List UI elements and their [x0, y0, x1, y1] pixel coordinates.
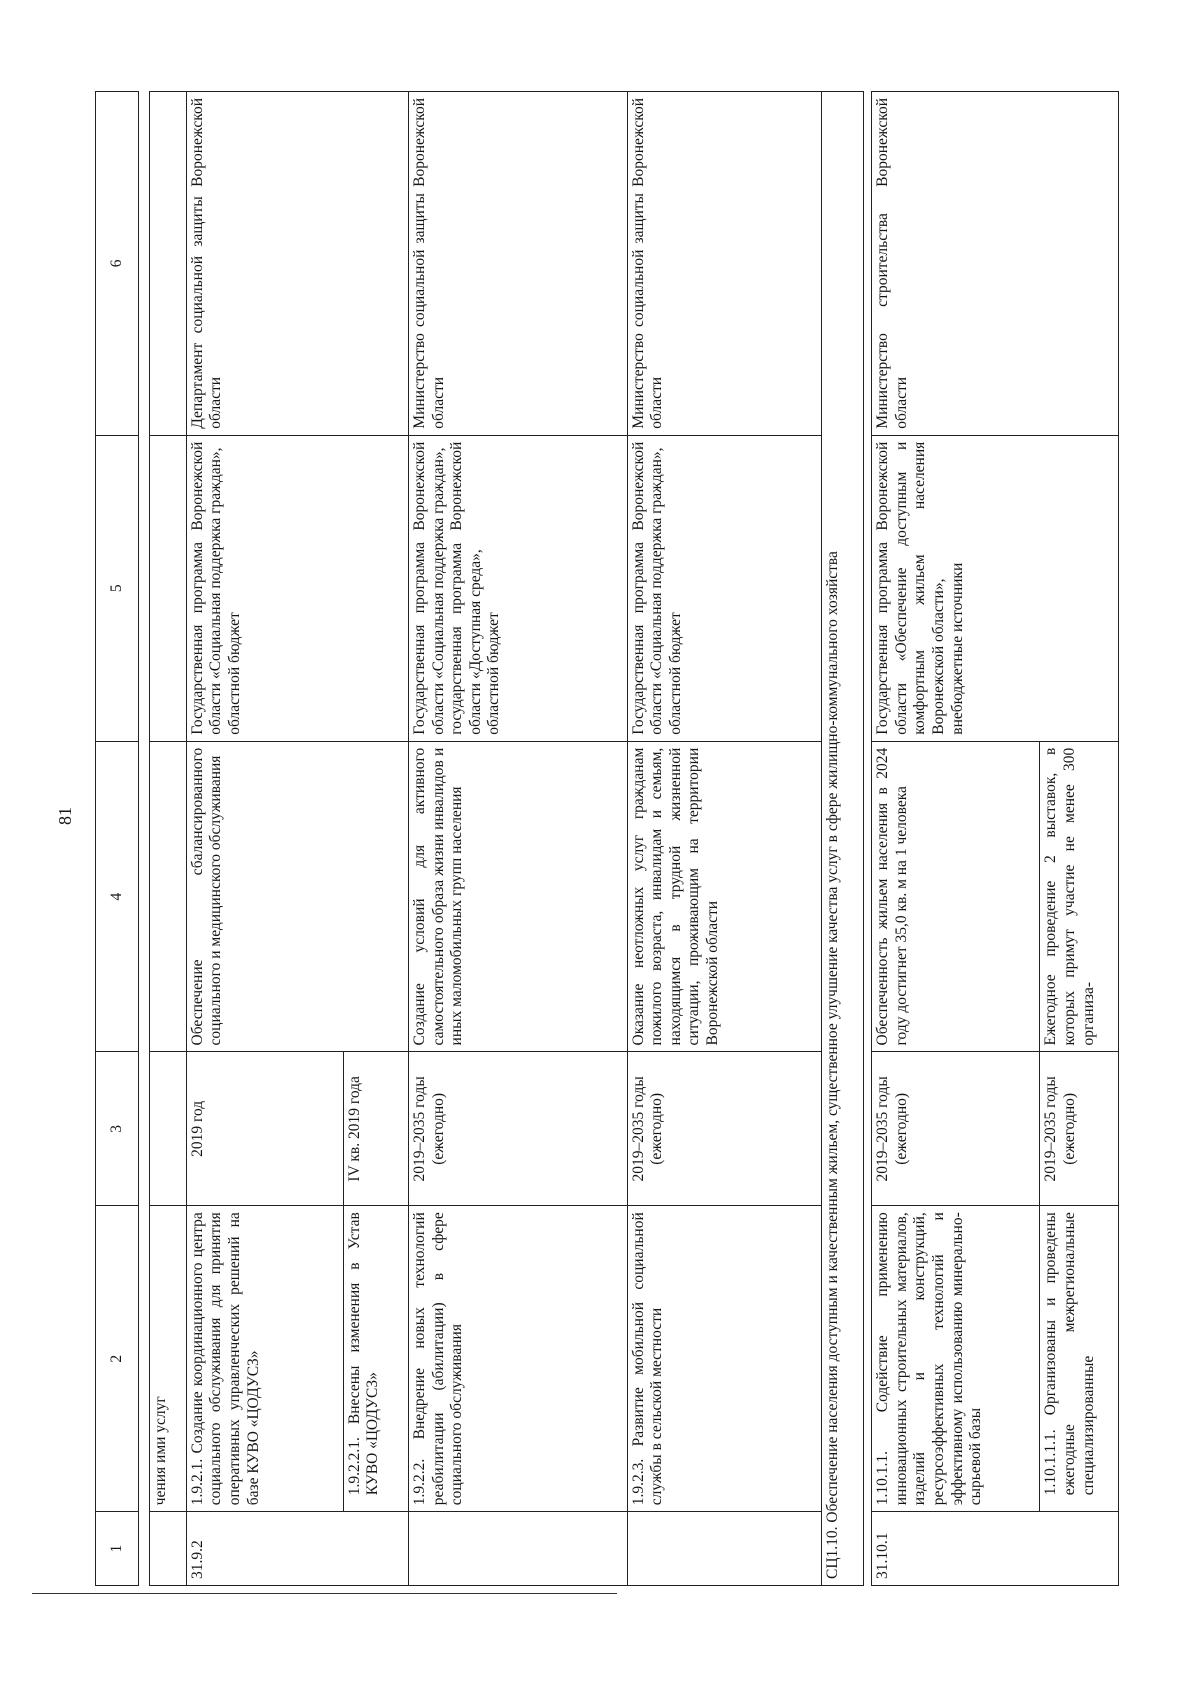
source-cell — [408, 435, 627, 741]
result-cell: Обеспеченность жильем населения в 2024 году достигнет 35,0 кв. м на 1 человека — [872, 741, 1040, 1052]
code-cell — [627, 1512, 821, 1586]
period-cell: 2019–2035 годы (ежегодно) — [627, 1052, 821, 1206]
source-cell — [627, 435, 821, 741]
rotated-table-container — [95, 91, 1119, 1586]
gap-row — [864, 92, 872, 1586]
table-row — [408, 92, 627, 1586]
table-row — [872, 92, 1040, 1586]
source-line: областной бюджет — [485, 612, 503, 735]
source-line: Государственная программа Воронежской области «Социальная поддержка граждан», — [410, 441, 447, 735]
event-cell: 1.9.2.3. Развитие мобильной социальной службы в сельской местности — [627, 1206, 821, 1512]
empty-cell — [149, 435, 186, 741]
code-cell — [149, 1512, 186, 1586]
event-cell: 1.10.1.1. Содействие применению инновационных строительных материалов, изделий и конструкций, ресурсоэффективных технологий и эффективному использованию минерально-сырьевой базы — [872, 1206, 1040, 1512]
source-cell — [872, 435, 1119, 741]
gap-row — [138, 92, 149, 1586]
header-cell: 3 — [96, 1052, 139, 1206]
plan-table — [95, 91, 1119, 1586]
result-cell: Оказание неотложных услуг гражданам пожилого возраста, инвалидам и семьям, находящимся в трудной жизненной ситуации, проживающим на территории Воронежской области — [627, 741, 821, 1052]
period-cell: IV кв. 2019 года — [343, 1052, 408, 1206]
continuation-cell: чения ими услуг — [149, 1206, 186, 1512]
period-cell: 2019–2035 годы (ежегодно) — [872, 1052, 1040, 1206]
source-line: Государственная программа Воронежской области «Социальная поддержка граждан», — [188, 441, 225, 735]
source-line: государственная программа Воронежской области «Доступная среда», — [448, 441, 484, 735]
period-cell: 2019 год — [186, 1052, 343, 1206]
result-cell: Обеспечение сбалансированного социального и медицинского обслуживания — [186, 741, 408, 1052]
header-row — [96, 92, 139, 1586]
result-cell: Ежегодное проведение 2 выставок, в которых примут участие не менее 300 организа- — [1040, 741, 1119, 1052]
code-cell: 31.9.2 — [186, 1512, 408, 1586]
event-cell: 1.10.1.1.1. Организованы и проведены ежегодные межрегиональные специализированные — [1040, 1206, 1119, 1512]
bottom-rule — [32, 1593, 617, 1594]
source-line: областной бюджет — [226, 612, 244, 735]
gap-cell — [138, 92, 149, 1586]
table-row — [627, 92, 821, 1586]
event-cell: 1.9.2.1. Создание координационного центра социального обслуживания для принятия оперативных управленческих решений на базе КУВО «ЦОДУСЗ» — [186, 1206, 343, 1512]
gap-cell — [864, 92, 872, 1586]
executor-cell: Министерство социальной защиты Воронежской области — [627, 92, 821, 436]
empty-cell — [149, 92, 186, 436]
header-cell: 2 — [96, 1206, 139, 1512]
table-row — [186, 92, 343, 1586]
result-cell: Создание условий для активного самостоятельного образа жизни инвалидов и иных маломобильных групп населения — [408, 741, 627, 1052]
executor-cell: Министерство строительства Воронежской области — [872, 92, 1119, 436]
source-line: Государственная программа Воронежской области «Социальная поддержка граждан», — [629, 441, 666, 735]
executor-cell: Министерство социальной защиты Воронежской области — [408, 92, 627, 436]
source-cell — [186, 435, 408, 741]
event-cell: 1.9.2.2.1. Внесены изменения в Устав КУВО «ЦОДУСЗ» — [343, 1206, 408, 1512]
empty-cell — [149, 741, 186, 1052]
header-cell: 1 — [96, 1512, 139, 1586]
period-cell: 2019–2035 годы (ежегодно) — [1040, 1052, 1119, 1206]
source-line: внебюджетные источники — [948, 562, 966, 735]
event-cell: 1.9.2.2. Внедрение новых технологий реабилитации (абилитации) в сфере социального обслуживания — [408, 1206, 627, 1512]
source-line: областной бюджет — [666, 612, 684, 735]
executor-cell: Департамент социальной защиты Воронежской области — [186, 92, 408, 436]
header-cell: 4 — [96, 741, 139, 1052]
code-cell — [408, 1512, 627, 1586]
section-title: СЦ1.10. Обеспечение населения доступным и качественным жильем, существенное улучшение качества услуг в сфере жилищно-коммунального хозяйства — [821, 92, 864, 1586]
section-row — [821, 92, 864, 1586]
source-line: Государственная программа Воронежской области «Обеспечение доступным и комфортным жильем населения Воронежской области», — [874, 441, 947, 735]
empty-cell — [149, 1052, 186, 1206]
header-cell: 5 — [96, 435, 139, 741]
table-row — [149, 92, 186, 1586]
period-cell: 2019–2035 годы (ежегодно) — [408, 1052, 627, 1206]
code-cell: 31.10.1 — [872, 1512, 1119, 1586]
header-cell: 6 — [96, 92, 139, 436]
page-number: 81 — [55, 807, 75, 825]
